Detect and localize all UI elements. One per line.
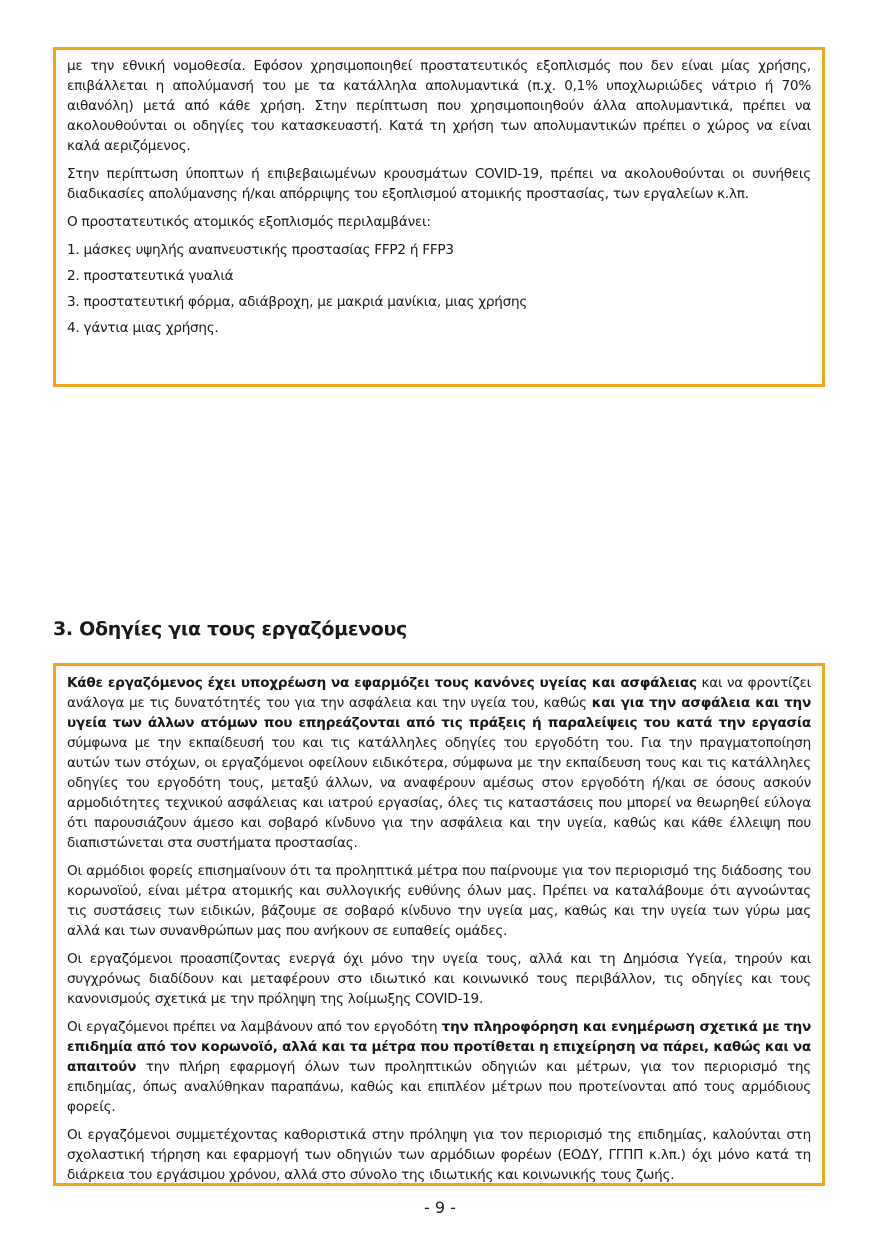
- paragraph: με την εθνική νομοθεσία. Εφόσον χρησιμοποιηθεί προστατευτικός εξοπλισμός που δεν είναι μίας χρήσης, επιβάλλεται η απολύμανσή του με τα κατάλληλα απολυμαντικά (π.χ. 0,1% υποχλωριώδες νάτριο ή 70% αιθανόλη) μετά από κάθε χρήση. Στην περίπτωση που χρησιμοποιηθούν άλλα απολυμαντικά, πρέπει να ακολουθούνται οι οδηγίες του κατασκευαστή. Κατά τη χρήση των απολυμαντικών πρέπει ο χώρος να είναι καλά αεριζόμενος.: [67, 58, 811, 154]
- text: την πλήρη εφαρμογή όλων των προληπτικών οδηγιών και μέτρων, για τον περιορισμό της επιδημίας, όπως αναλύθηκαν παραπάνω, καθώς και επιπλέον μέτρων που προτείνονται από τους αρμόδιους φορείς.: [67, 1059, 811, 1115]
- list-item: 4. γάντια μιας χρήσης.: [67, 320, 219, 336]
- bold-text: την πληροφόρηση και ενημέρωση σχετικά με την επιδημία από τον κορωνοϊό, αλλά και τα μέτρα που προτίθεται η επιχείρηση να πάρει, καθώς και να απαιτούν: [67, 1019, 811, 1075]
- list-item: 1. μάσκες υψηλής αναπνευστικής προστασίας FFP2 ή FFP3: [67, 242, 454, 258]
- equipment-list: [67, 240, 811, 338]
- paragraph: Στην περίπτωση ύποπτων ή επιβεβαιωμένων κρουσμάτων COVID-19, πρέπει να ακολουθούνται οι συνήθεις διαδικασίες απολύμανσης ή/και απόρριψης του εξοπλισμού ατομικής προστασίας, των εργαλείων κ.λπ.: [67, 166, 811, 202]
- info-box-worker-guidelines: [53, 663, 825, 1186]
- section-heading: 3. Οδηγίες για τους εργαζόμενους: [53, 618, 407, 640]
- text: Οι εργαζόμενοι πρέπει να λαμβάνουν από τον εργοδότη: [67, 1019, 442, 1035]
- paragraph: [67, 673, 811, 853]
- paragraph: Ο προστατευτικός ατομικός εξοπλισμός περιλαμβάνει:: [67, 214, 431, 230]
- paragraph: [67, 1017, 811, 1117]
- list-item: 3. προστατευτική φόρμα, αδιάβροχη, με μακριά μανίκια, μιας χρήσης: [67, 294, 528, 310]
- bold-text: Κάθε εργαζόμενος έχει υποχρέωση να εφαρμόζει τους κανόνες υγείας και ασφάλειας: [67, 675, 697, 691]
- paragraph: Οι εργαζόμενοι συμμετέχοντας καθοριστικά στην πρόληψη για τον περιορισμό της επιδημίας, καλούνται στη σχολαστική τήρηση και εφαρμογή των οδηγιών των αρμόδιων φορέων (ΕΟΔΥ, ΓΓΠΠ κ.λπ.) όχι μόνο κατά τη διάρκεια του εργάσιμου χρόνου, αλλά στο σύνολο της ιδιωτικής και κοινωνικής τους ζωής.: [67, 1127, 811, 1183]
- bold-text: και για την ασφάλεια και την υγεία των άλλων ατόμων που επηρεάζονται από τις πράξεις ή παραλείψεις του κατά την εργασία: [67, 695, 811, 731]
- paragraph: Οι εργαζόμενοι προασπίζοντας ενεργά όχι μόνο την υγεία τους, αλλά και τη Δημόσια Υγεία, τηρούν και συγχρόνως διαδίδουν και μεταφέρουν στο ιδιωτικό και κοινωνικό τους περιβάλλον, τις οδηγίες και τους κανονισμούς σχετικά με την πρόληψη της λοίμωξης COVID-19.: [67, 951, 811, 1007]
- text: και να φροντίζει ανάλογα με τις δυνατότητές του για την ασφάλεια και την υγεία του, καθώς: [67, 675, 811, 711]
- info-box-protective-equipment: [53, 47, 825, 387]
- text: σύμφωνα με την εκπαίδευσή του και τις κατάλληλες οδηγίες του εργοδότη του. Για την πραγματοποίηση αυτών των στόχων, οι εργαζόμενοι οφείλουν ειδικότερα, σύμφωνα με την εκπαίδευση τους και τις κατάλληλες οδηγίες του εργοδότη τους, μεταξύ άλλων, να αναφέρουν αμέσως στον εργοδότη ή/και σε όσους ασκούν αρμοδιότητες τεχνικού ασφάλειας και ιατρού εργασίας, όλες τις καταστάσεις που μπορεί να θεωρηθεί εύλογα ότι παρουσιάζουν άμεσο και σοβαρό κίνδυνο για την ασφάλεια και την υγεία, καθώς και κάθε έλλειψη που διαπιστώνεται στα συστήματα προστασίας.: [67, 735, 811, 851]
- paragraph: Οι αρμόδιοι φορείς επισημαίνουν ότι τα προληπτικά μέτρα που παίρνουμε για τον περιορισμό της διάδοσης του κορωνοϊού, είναι μέτρα ατομικής και συλλογικής ευθύνης όλων μας. Πρέπει να καταλάβουμε ότι αγνοώντας τις συστάσεις των ειδικών, βάζουμε σε σοβαρό κίνδυνο την υγεία μας, καθώς και την υγεία των γύρω μας αλλά και των συνανθρώπων μας που ανήκουν σε ευπαθείς ομάδες.: [67, 863, 811, 939]
- page-number: - 9 -: [424, 1198, 456, 1217]
- list-item: 2. προστατευτικά γυαλιά: [67, 268, 234, 284]
